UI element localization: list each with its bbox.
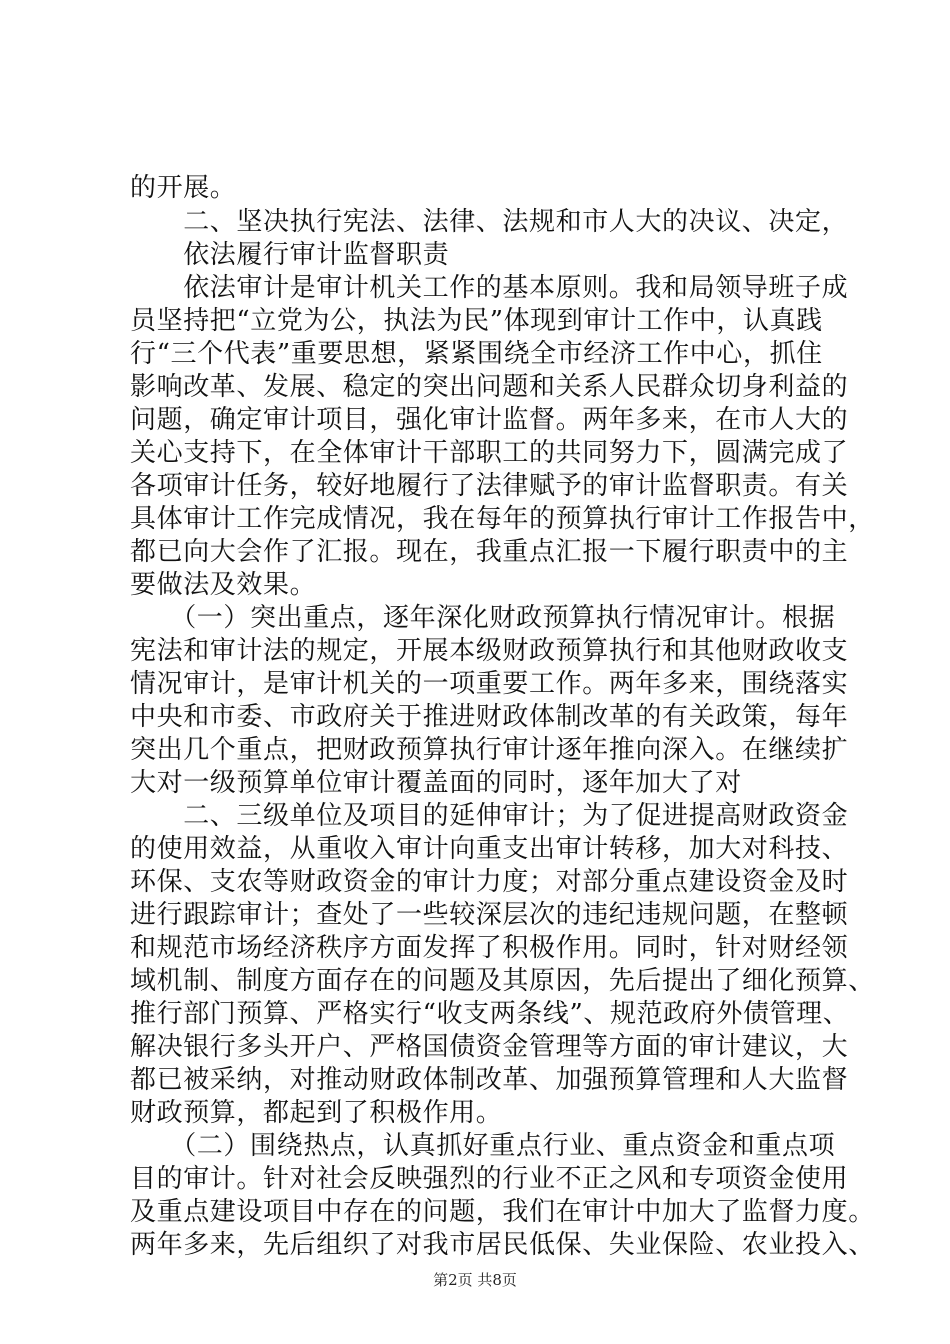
text-line: 宪法和审计法的规定，开展本级财政预算执行和其他财政收支: [130, 636, 849, 666]
text-line: 的使用效益，从重收入审计向重支出审计转移，加大对科技、: [130, 834, 849, 864]
text-line: 和规范市场经济秩序方面发挥了积极作用。同时，针对财经领: [130, 933, 849, 963]
text-line: 都已向大会作了汇报。现在，我重点汇报一下履行职责中的主: [130, 537, 849, 567]
text-line: 两年多来，先后组织了对我市居民低保、失业保险、农业投入、: [130, 1230, 875, 1260]
text-line: （二）围绕热点，认真抓好重点行业、重点资金和重点项: [130, 1131, 836, 1161]
text-line: 推行部门预算、严格实行“收支两条线”、规范政府外债管理、: [130, 999, 850, 1029]
section-heading: 依法履行审计监督职责: [130, 240, 450, 270]
text-line: 要做法及效果。: [130, 570, 317, 600]
text-line: 及重点建设项目中存在的问题，我们在审计中加大了监督力度。: [130, 1197, 875, 1227]
text-line: 域机制、制度方面存在的问题及其原因，先后提出了细化预算、: [130, 966, 875, 996]
text-line: 目的审计。针对社会反映强烈的行业不正之风和专项资金使用: [130, 1164, 849, 1194]
text-line: 二、三级单位及项目的延伸审计；为了促进提高财政资金: [130, 801, 849, 831]
section-heading: 二、坚决执行宪法、法律、法规和市人大的决议、决定，: [130, 207, 849, 237]
text-line: 突出几个重点，把财政预算执行审计逐年推向深入。在继续扩: [130, 735, 849, 765]
text-line: 依法审计是审计机关工作的基本原则。我和局领导班子成: [130, 273, 849, 303]
text-line: 关心支持下，在全体审计干部职工的共同努力下，圆满完成了: [130, 438, 849, 468]
text-line: （一）突出重点，逐年深化财政预算执行情况审计。根据: [130, 603, 836, 633]
text-line: 大对一级预算单位审计覆盖面的同时，逐年加大了对: [130, 768, 742, 798]
text-line: 问题，确定审计项目，强化审计监督。两年多来，在市人大的: [130, 405, 849, 435]
text-line: 具体审计工作完成情况，我在每年的预算执行审计工作报告中，: [130, 504, 875, 534]
text-line: 影响改革、发展、稳定的突出问题和关系人民群众切身利益的: [130, 372, 849, 402]
text-line: 环保、支农等财政资金的审计力度；对部分重点建设资金及时: [130, 867, 849, 897]
text-line: 进行跟踪审计；查处了一些较深层次的违纪违规问题，在整顿: [130, 900, 849, 930]
text-line: 员坚持把“立党为公，执法为民”体现到审计工作中，认真践: [130, 306, 823, 336]
text-line: 都已被采纳，对推动财政体制改革、加强预算管理和人大监督: [130, 1065, 849, 1095]
text-line: 的开展。: [130, 173, 237, 203]
page-footer: 第2页 共8页: [433, 1271, 517, 1289]
text-line: 解决银行多头开户、严格国债资金管理等方面的审计建议，大: [130, 1032, 849, 1062]
text-line: 财政预算，都起到了积极作用。: [130, 1098, 503, 1128]
text-line: 中央和市委、市政府关于推进财政体制改革的有关政策，每年: [130, 702, 849, 732]
text-line: 各项审计任务，较好地履行了法律赋予的审计监督职责。有关: [130, 471, 849, 501]
text-line: 情况审计，是审计机关的一项重要工作。两年多来，围绕落实: [130, 669, 849, 699]
text-line: 行“三个代表”重要思想，紧紧围绕全市经济工作中心，抓住: [130, 339, 823, 369]
